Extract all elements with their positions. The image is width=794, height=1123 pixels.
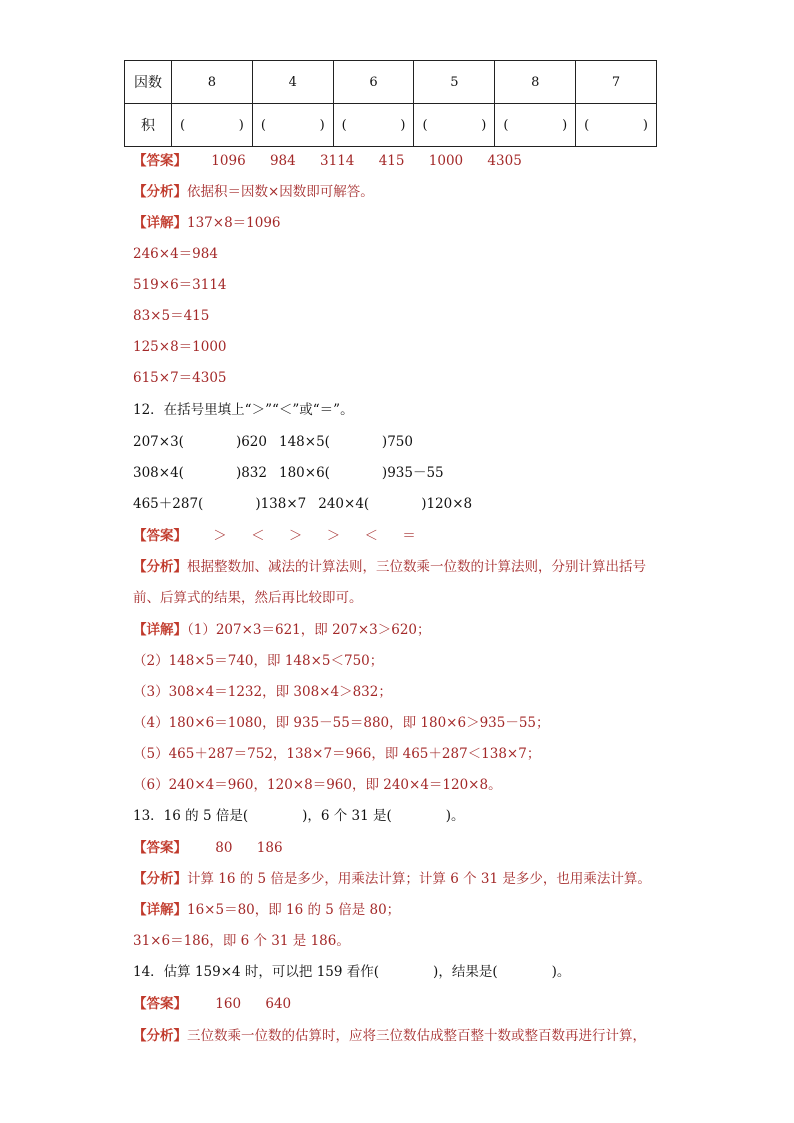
factor-cell: 8 xyxy=(172,61,253,104)
detail-line: （2）148×5＝740，即 148×5＜750； xyxy=(133,653,384,669)
product-blank-cell xyxy=(172,104,253,147)
q13-answer-line xyxy=(133,838,303,858)
detail-line: 31×6＝186，即 6 个 31 是 186。 xyxy=(133,933,350,949)
close-paren: ) xyxy=(400,117,406,133)
open-paren: ( xyxy=(260,117,266,133)
answer-value: ＜ xyxy=(364,528,378,544)
q14-title xyxy=(133,962,570,982)
q13-detail-line xyxy=(133,900,400,920)
factor-cell: 7 xyxy=(576,61,657,104)
analysis-text: 根据整数加、减法的计算法则，三位数乘一位数的计算法则，分别计算出括号 xyxy=(187,559,646,575)
q12-title: 12．在括号里填上“＞”“＜”或“＝”。 xyxy=(133,402,354,418)
answer-value: ＝ xyxy=(402,528,416,544)
question-text: )，6 个 31 是( xyxy=(302,808,392,824)
answer-value: 640 xyxy=(265,996,292,1012)
answer-value: 3114 xyxy=(320,153,355,169)
close-paren: ) xyxy=(481,117,487,133)
factor-cell: 5 xyxy=(414,61,495,104)
q14-answer-line xyxy=(133,994,311,1014)
detail-tag: 【详解】 xyxy=(133,622,187,638)
expr-left: 465＋287( xyxy=(133,496,204,512)
analysis-text: 依据积＝因数×因数即可解答。 xyxy=(187,184,374,200)
product-blank-cell xyxy=(495,104,576,147)
detail-line: （5）465＋287＝752，138×7＝966，即 465＋287＜138×7； xyxy=(133,746,541,762)
expr-right: )120×8 xyxy=(421,496,473,512)
expr-right: )935－55 xyxy=(381,465,444,481)
q13-analysis-line xyxy=(133,869,651,889)
question-text: 13．16 的 5 倍是( xyxy=(133,808,249,824)
factor-product-table xyxy=(124,60,657,147)
question-text: )，结果是( xyxy=(433,964,498,980)
expr-left: 308×4( xyxy=(133,465,184,481)
expr-right: )832 xyxy=(235,465,267,481)
answer-value: 160 xyxy=(215,996,242,1012)
answer-value: 4305 xyxy=(487,153,522,169)
open-paren: ( xyxy=(503,117,509,133)
analysis-tag: 【分析】 xyxy=(133,184,187,200)
q11-detail-line xyxy=(133,213,281,233)
analysis-text: 三位数乘一位数的估算时，应将三位数估成整百整十数或整百数再进行计算， xyxy=(187,1028,646,1044)
close-paren: ) xyxy=(642,117,648,133)
expr-left: 240×4( xyxy=(318,496,370,512)
detail-line: 246×4＝984 xyxy=(133,246,218,262)
product-blank-cell xyxy=(333,104,414,147)
answer-value: 186 xyxy=(256,840,283,856)
row-label-factor: 因数 xyxy=(125,61,172,104)
answer-tag: 【答案】 xyxy=(133,996,187,1012)
q12-row-2 xyxy=(133,463,444,483)
detail-text: 137×8＝1096 xyxy=(187,215,281,231)
q12-analysis-line xyxy=(133,557,646,577)
product-blank-cell xyxy=(252,104,333,147)
answer-value: ＞ xyxy=(288,528,303,544)
answer-value: 1096 xyxy=(211,153,246,169)
row-label-product: 积 xyxy=(125,104,172,147)
q12-detail-line xyxy=(133,620,431,640)
detail-line: 615×7＝4305 xyxy=(133,370,227,386)
detail-tag: 【详解】 xyxy=(133,902,187,918)
answer-value: ＞ xyxy=(326,528,341,544)
expr-left: 207×3( xyxy=(133,434,184,450)
factor-cell: 4 xyxy=(252,61,333,104)
detail-text: 16×5＝80，即 16 的 5 倍是 80； xyxy=(187,902,401,918)
close-paren: ) xyxy=(562,117,568,133)
open-paren: ( xyxy=(341,117,347,133)
answer-tag: 【答案】 xyxy=(133,528,187,544)
detail-line: 125×8＝1000 xyxy=(133,339,227,355)
expr-right: )750 xyxy=(381,434,413,450)
product-blank-cell xyxy=(414,104,495,147)
detail-text: （1）207×3＝621，即 207×3＞620； xyxy=(187,622,431,638)
q13-title xyxy=(133,806,465,826)
analysis-tag: 【分析】 xyxy=(133,871,187,887)
analysis-continuation: 前、后算式的结果，然后再比较即可。 xyxy=(133,590,363,606)
detail-line: （3）308×4＝1232，即 308×4＞832； xyxy=(133,684,392,700)
question-text: 14．估算 159×4 时，可以把 159 看作( xyxy=(133,964,380,980)
factor-cell: 6 xyxy=(333,61,414,104)
detail-line: （6）240×4＝960，120×8＝960，即 240×4＝120×8。 xyxy=(133,777,502,793)
q12-row-3 xyxy=(133,494,472,514)
q11-analysis-line xyxy=(133,182,374,202)
detail-tag: 【详解】 xyxy=(133,215,187,231)
expr-right: )138×7 xyxy=(255,496,307,512)
analysis-text: 计算 16 的 5 倍是多少，用乘法计算；计算 6 个 31 是多少，也用乘法计算。 xyxy=(187,871,651,887)
answer-tag: 【答案】 xyxy=(133,840,187,856)
detail-line: 519×6＝3114 xyxy=(133,277,227,293)
question-text: )。 xyxy=(551,964,571,980)
q12-row-1 xyxy=(133,432,413,452)
q11-answer-line xyxy=(133,151,542,171)
detail-line: 83×5＝415 xyxy=(133,308,210,324)
analysis-tag: 【分析】 xyxy=(133,1028,187,1044)
answer-value: ＜ xyxy=(251,528,265,544)
product-blank-cell xyxy=(576,104,657,147)
open-paren: ( xyxy=(584,117,590,133)
answer-value: ＞ xyxy=(213,528,227,544)
q14-analysis-line xyxy=(133,1026,646,1046)
answer-value: 80 xyxy=(215,840,233,856)
analysis-tag: 【分析】 xyxy=(133,559,187,575)
answer-value: 415 xyxy=(378,153,405,169)
close-paren: ) xyxy=(319,117,325,133)
expr-left: 180×6( xyxy=(278,465,330,481)
answer-tag: 【答案】 xyxy=(133,153,187,169)
factor-cell: 8 xyxy=(495,61,576,104)
answer-value: 984 xyxy=(269,153,296,169)
close-paren: ) xyxy=(238,117,244,133)
table-row-products xyxy=(125,104,657,147)
expr-left: 148×5( xyxy=(278,434,330,450)
expr-right: )620 xyxy=(235,434,267,450)
answer-value: 1000 xyxy=(428,153,464,169)
open-paren: ( xyxy=(180,117,186,133)
table-row-factors xyxy=(125,61,657,104)
q12-answer-line xyxy=(133,526,436,546)
detail-line: （4）180×6＝1080，即 935－55＝880，即 180×6＞935－55； xyxy=(133,715,550,731)
question-text: )。 xyxy=(445,808,465,824)
open-paren: ( xyxy=(422,117,428,133)
